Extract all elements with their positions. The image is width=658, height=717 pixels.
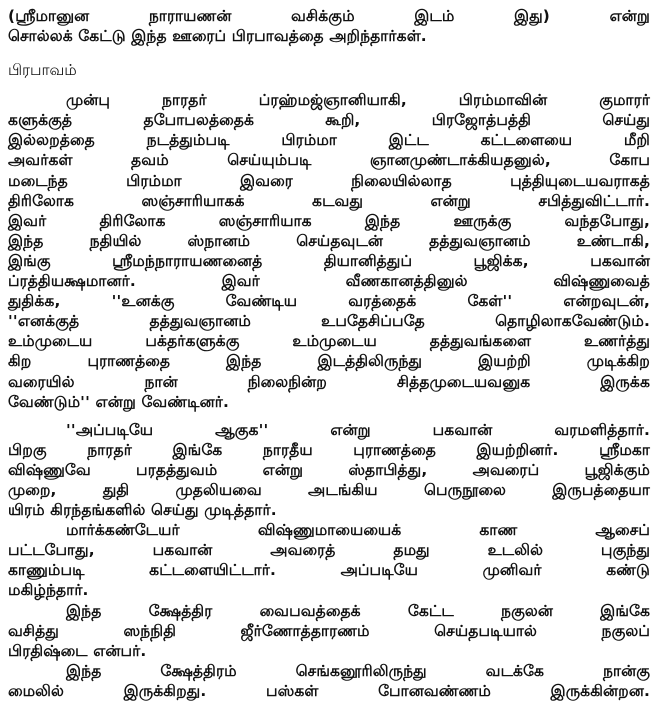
text-line: மார்க்கண்டேயர் விஷ்ணுமாயையைக் காண ஆசைப் (66, 521, 650, 540)
text-line: ''அப்படியே ஆகுக'' என்று பகவான் வரமளித்தார். (66, 420, 650, 439)
text-line: களுக்குத் தபோபலத்தைக் கூறி, பிரஜோத்பத்தி செய்து (8, 111, 650, 130)
paragraph (8, 90, 650, 412)
paragraph (8, 661, 650, 701)
text-line: மைலில் இருக்கிறது. பஸ்கள் போனவண்ணம் இருக்கின்றன. (8, 681, 650, 700)
text-line: பிரதிஷ்டை என்பர். (8, 641, 147, 660)
text-line: உம்முடைய பக்தர்களுக்கு உம்முடைய தத்துவங்களை உணர்த்து (8, 332, 650, 351)
text-line: இல்லறத்தை நடத்தும்படி பிரம்மா இட்ட கட்டளையை மீறி (8, 131, 650, 150)
text-line: அவர்கள் தவம் செய்யும்படி ஞானமுண்டாக்கியதனுல், கோப (8, 151, 650, 170)
text-line: விஷ்ணுவே பரதத்துவம் என்று ஸ்தாபித்து, அவரைப் பூஜிக்கும் (8, 460, 650, 479)
intro-text (8, 6, 650, 46)
text-line: வசித்து ஸந்நிதி ஜீர்ணோத்தாரணம் செய்தபடியால் நகுலப் (8, 621, 650, 640)
section-heading: பிரபாவம் (8, 61, 77, 80)
text-line: கிற புராணத்தை இந்த இடத்திலிருந்து இயற்றி முடிக்கிற (8, 352, 650, 371)
text-line: மகிழ்ந்தார். (8, 581, 89, 600)
text-line: பிறகு நாரதர் இங்கே நாரதீய புராணத்தை இயற்றினர். ஸ்ரீமகா (8, 440, 650, 459)
text-line: வேண்டும்'' என்று வேண்டினர். (8, 392, 230, 411)
text-line: துதிக்க, ''உனக்கு வேண்டிய வரத்தைக் கேள்'' என்றவுடன், (8, 292, 650, 311)
text-line: யிரம் கிரந்தங்களில் செய்து முடித்தார். (8, 501, 277, 520)
text-line: ப்ரத்தியக்ஷமானர். இவர் வீணகானத்தினுல் விஷ்ணுவைத் (8, 272, 650, 291)
text-line: முறை, துதி முதலியவை அடங்கிய பெருநூலை இருபத்தையா (8, 480, 650, 499)
text-line: வரையில் நான் நிலைநின்ற சித்தமுடையவனுக இருக்க (8, 372, 650, 391)
text-line: காணும்படி கட்டளையிட்டார். அப்படியே முனிவர் கண்டு (8, 561, 650, 580)
text-line: (ஸ்ரீமானுன நாராயணன் வசிக்கும் இடம் இது) என்று (8, 7, 650, 25)
text-line: பட்டபோது, பகவான் அவரைத் தமது உடலில் புகுந்து (8, 541, 650, 560)
text-line: முன்பு நாரதர் ப்ரஹ்மஜ்ஞானியாகி, பிரம்மாவின் குமாரர் (66, 91, 650, 110)
text-line: இந்த க்ஷேத்திரம் செங்கனூரிலிருந்து வடக்கே நான்கு (66, 661, 650, 680)
text-line: இந்த நதியில் ஸ்நானம் செய்தவுடன் தத்துவஞானம் உண்டாகி, (8, 231, 650, 250)
text-line: இங்கு ஸ்ரீமந்நாராயணனைத் தியானித்துப் பூஜிக்க, பகவான் (8, 251, 650, 270)
text-line: இவர் திரிலோக ஸஞ்சாரியாக இந்த ஊருக்கு வந்தபோது, (8, 211, 650, 230)
paragraph (8, 601, 650, 661)
text-line: திரிலோக ஸஞ்சாரியாகக் கடவது என்று சபித்துவிட்டார். (8, 191, 650, 210)
paragraph (8, 520, 650, 600)
text-line: மடைந்த பிரம்மா இவரை நிலையில்லாத புத்தியுடையவராகத் (8, 171, 650, 190)
paragraph (8, 420, 650, 520)
text-line: ''எனக்குத் தத்துவஞானம் உபதேசிப்பதே தொழிலாகவேண்டும். (8, 312, 650, 331)
text-line: இந்த க்ஷேத்திர வைபவத்தைக் கேட்ட நகுலன் இங்கே (66, 601, 650, 620)
text-line: சொல்லக் கேட்டு இந்த ஊரைப் பிரபாவத்தை அறிந்தார்கள். (8, 27, 427, 46)
